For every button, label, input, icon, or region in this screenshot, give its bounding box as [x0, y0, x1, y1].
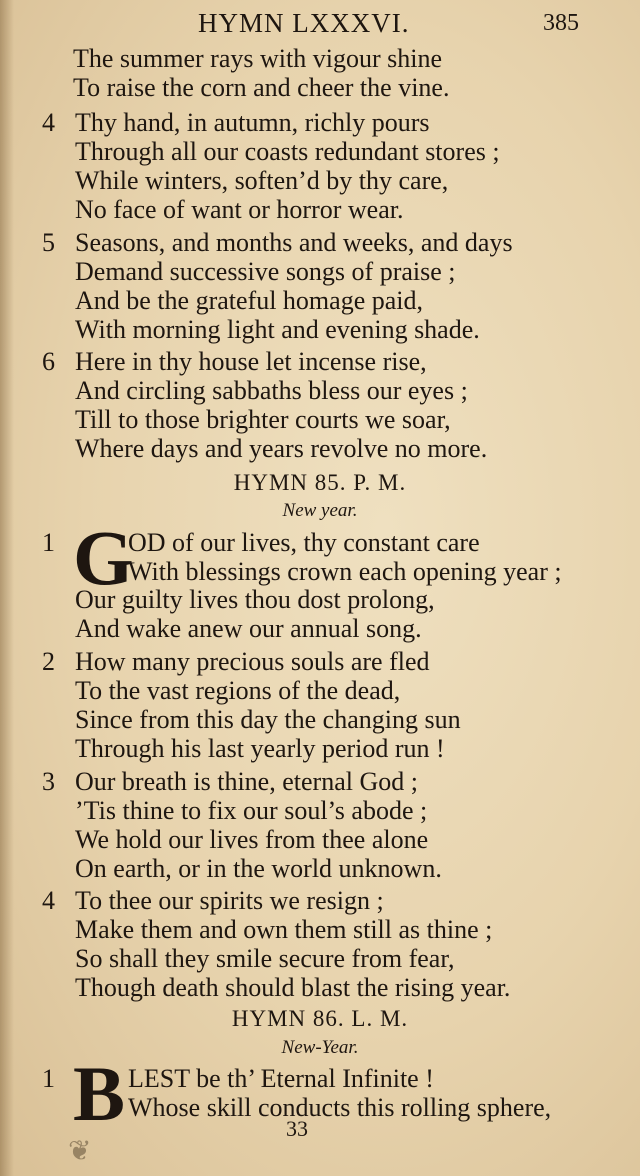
verse-line: Where days and years revolve no more.: [75, 434, 488, 463]
verse-number: 3: [42, 767, 55, 796]
hymn-subtitle: New year.: [282, 500, 358, 521]
verse-line: ’Tis thine to fix our soul’s abode ;: [75, 796, 428, 825]
drop-cap: B: [73, 1050, 126, 1137]
verse-line: And wake anew our annual song.: [75, 614, 422, 643]
verse-line: With morning light and evening shade.: [75, 315, 480, 344]
running-header: [0, 6, 640, 42]
verse-line: Make them and own them still as thine ;: [75, 915, 493, 944]
verse-number: 1: [42, 528, 55, 557]
verse-number: 6: [42, 347, 55, 376]
verse-line: And be the grateful homage paid,: [75, 286, 423, 315]
verse-line: Since from this day the changing sun: [75, 705, 461, 734]
drop-cap: G: [73, 514, 134, 601]
verse-line: To raise the corn and cheer the vine.: [73, 73, 450, 102]
stamp-ornament-icon: ❦: [68, 1136, 92, 1167]
verse-line: Our breath is thine, eternal God ;: [75, 767, 418, 796]
verse-number: 5: [42, 228, 55, 257]
signature-mark: 33: [286, 1116, 308, 1141]
verse-line: Whose skill conducts this rolling sphere,: [128, 1093, 552, 1122]
verse-line: How many precious souls are fled: [75, 647, 430, 676]
page-edge-shadow: [0, 0, 14, 1176]
verse-number: 2: [42, 647, 55, 676]
hymn-heading: HYMN 86. L. M.: [231, 1006, 409, 1031]
verse-line: Thy hand, in autumn, richly pours: [75, 108, 430, 137]
verse-line: LEST be th’ Eternal Infinite !: [128, 1064, 434, 1093]
verse-number: 4: [42, 108, 55, 137]
hymn-subtitle: New-Year.: [281, 1037, 359, 1058]
verse-line: Seasons, and months and weeks, and days: [75, 228, 513, 257]
verse-line: Till to those brighter courts we soar,: [75, 405, 451, 434]
verse-line: While winters, soften’d by thy care,: [75, 166, 449, 195]
verse-line: Demand successive songs of praise ;: [75, 257, 456, 286]
verse-line: No face of want or horror wear.: [75, 195, 404, 224]
running-title: HYMN LXXXVI.: [198, 8, 410, 38]
verse-number: 4: [42, 886, 55, 915]
verse-line: So shall they smile secure from fear,: [75, 944, 455, 973]
verse-line: We hold our lives from thee alone: [75, 825, 429, 854]
verse-line: The summer rays with vigour shine: [73, 44, 442, 73]
verse-line: Here in thy house let incense rise,: [75, 347, 427, 376]
verse-number: 1: [42, 1064, 55, 1093]
verse-line: Our guilty lives thou dost prolong,: [75, 585, 435, 614]
verse-line: With blessings crown each opening year ;: [128, 557, 562, 586]
verse-line: To the vast regions of the dead,: [75, 676, 401, 705]
verse-line: To thee our spirits we resign ;: [75, 886, 384, 915]
verse-line: On earth, or in the world unknown.: [75, 854, 442, 883]
verse-line: Though death should blast the rising year.: [75, 973, 511, 1002]
hymn-heading: HYMN 85. P. M.: [233, 470, 407, 495]
verse-line: Through all our coasts redundant stores ;: [75, 137, 500, 166]
page-number: 385: [543, 10, 579, 36]
verse-line: OD of our lives, thy constant care: [128, 528, 480, 557]
verse-line: And circling sabbaths bless our eyes ;: [75, 376, 468, 405]
verse-line: Through his last yearly period run !: [75, 734, 445, 763]
